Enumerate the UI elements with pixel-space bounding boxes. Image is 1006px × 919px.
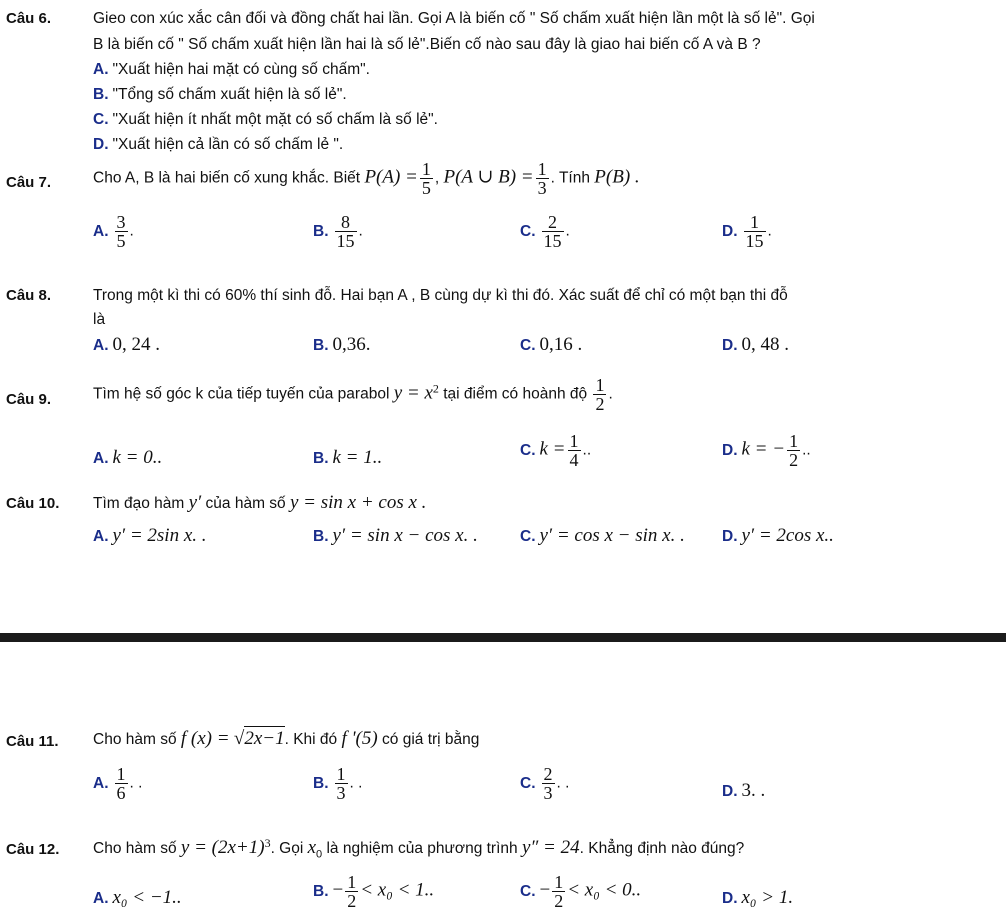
question-12-option-d: D. x₀ > 1. xyxy=(722,887,794,908)
question-7-option-d: D. $\frac{1}{15}$ . xyxy=(722,212,772,251)
question-9-option-d: D. k = − $\frac{1}{2}$ .. xyxy=(722,431,811,470)
question-12-label: Câu 12. xyxy=(6,841,60,858)
question-9-option-c: C. k = $\frac{1}{4}$ .. xyxy=(520,431,592,470)
question-8-stem-line-1: Trong một kì thi có 60% thí sinh đỗ. Hai bạn A , B cùng dự kì thi đó. Xác suất để chỉ có một bạn thi đỗ xyxy=(93,287,788,304)
question-10-label: Câu 10. xyxy=(6,495,60,512)
question-9-option-b: B. k = 1.. xyxy=(313,447,383,468)
question-7-option-a: A. $\frac{3}{5}$ . xyxy=(93,212,134,251)
question-8-option-c: C. 0,16 . xyxy=(520,334,583,355)
page-divider xyxy=(0,633,1006,642)
question-11-option-a: A. $\frac{1}{6}$ . . xyxy=(93,764,143,803)
question-11-stem: Cho hàm số f (x) = √2x−1. Khi đó f '(5) có giá trị bằng xyxy=(93,728,480,749)
question-11-label: Câu 11. xyxy=(6,733,59,750)
question-9-stem: Tìm hệ số góc k của tiếp tuyến của parabol $y = x^2$ tại điểm có hoành độ $\frac{1}{2}$ . xyxy=(93,375,613,414)
question-6-stem-line-2: B là biến cố " Số chấm xuất hiện lần hai là số lẻ".Biến cố nào sau đây là giao hai biến cố A và B ? xyxy=(93,36,761,53)
question-9-label: Câu 9. xyxy=(6,391,52,408)
question-10-option-c: C. y′ = cos x − sin x. . xyxy=(520,525,685,546)
question-8-option-d: D. 0, 48 . xyxy=(722,334,789,355)
question-10-option-d: D. y′ = 2cos x.. xyxy=(722,525,834,546)
question-6-label: Câu 6. xyxy=(6,10,52,27)
question-10-option-a: A. y′ = 2sin x. . xyxy=(93,525,207,546)
question-10-option-b: B. y′ = sin x − cos x. . xyxy=(313,525,478,546)
question-6-stem-line-1: Gieo con xúc xắc cân đối và đồng chất hai lần. Gọi A là biến cố " Số chấm xuất hiện lần một là số lẻ". Gọi xyxy=(93,10,815,27)
question-7-frac-pab: $\frac{1}{3}$ xyxy=(537,159,547,198)
question-6-option-b: B. "Tổng số chấm xuất hiện là số lẻ". xyxy=(93,86,347,103)
question-11-option-d: D. 3. . xyxy=(722,780,766,801)
question-6-option-d: D. "Xuất hiện cả lần có số chấm lẻ ". xyxy=(93,136,344,153)
question-7-option-c: C. $\frac{2}{15}$ . xyxy=(520,212,570,251)
question-12-option-c: C. − $\frac{1}{2}$ < x₀ < 0.. xyxy=(520,872,642,911)
question-7-frac-pa: $\frac{1}{5}$ xyxy=(421,159,431,198)
question-9-option-a: A. k = 0.. xyxy=(93,447,163,468)
question-8-option-b: B. 0,36. xyxy=(313,334,371,355)
question-10-stem: Tìm đạo hàm y′ của hàm số y = sin x + cos x . xyxy=(93,492,427,513)
question-12-option-a: A. x₀ < −1.. xyxy=(93,887,182,908)
question-12-stem: Cho hàm số $y = (2x+1)^3$. Gọi $x_0$ là nghiệm của phương trình y″ = 24. Khẳng định nào đúng? xyxy=(93,836,745,861)
question-8-label: Câu 8. xyxy=(6,287,52,304)
question-12-option-b: B. − $\frac{1}{2}$ < x₀ < 1.. xyxy=(313,872,435,911)
question-11-option-b: B. $\frac{1}{3}$ . . xyxy=(313,764,363,803)
question-8-option-a: A. 0, 24 . xyxy=(93,334,160,355)
question-11-option-c: C. $\frac{2}{3}$ . . xyxy=(520,764,570,803)
question-8-stem-line-2: là xyxy=(93,311,106,328)
question-6-option-a: A. "Xuất hiện hai mặt có cùng số chấm". xyxy=(93,61,370,78)
question-7-stem: Cho A, B là hai biến cố xung khắc. Biết P(A) = $\frac{1}{5}$ , P(A ∪ B) = $\frac{1}{3}$ . Tính P(B) . xyxy=(93,159,640,198)
question-7-option-b: B. $\frac{8}{15}$ . xyxy=(313,212,363,251)
question-6-option-c: C. "Xuất hiện ít nhất một mặt có số chấm là số lẻ". xyxy=(93,111,438,128)
question-7-label: Câu 7. xyxy=(6,174,52,191)
